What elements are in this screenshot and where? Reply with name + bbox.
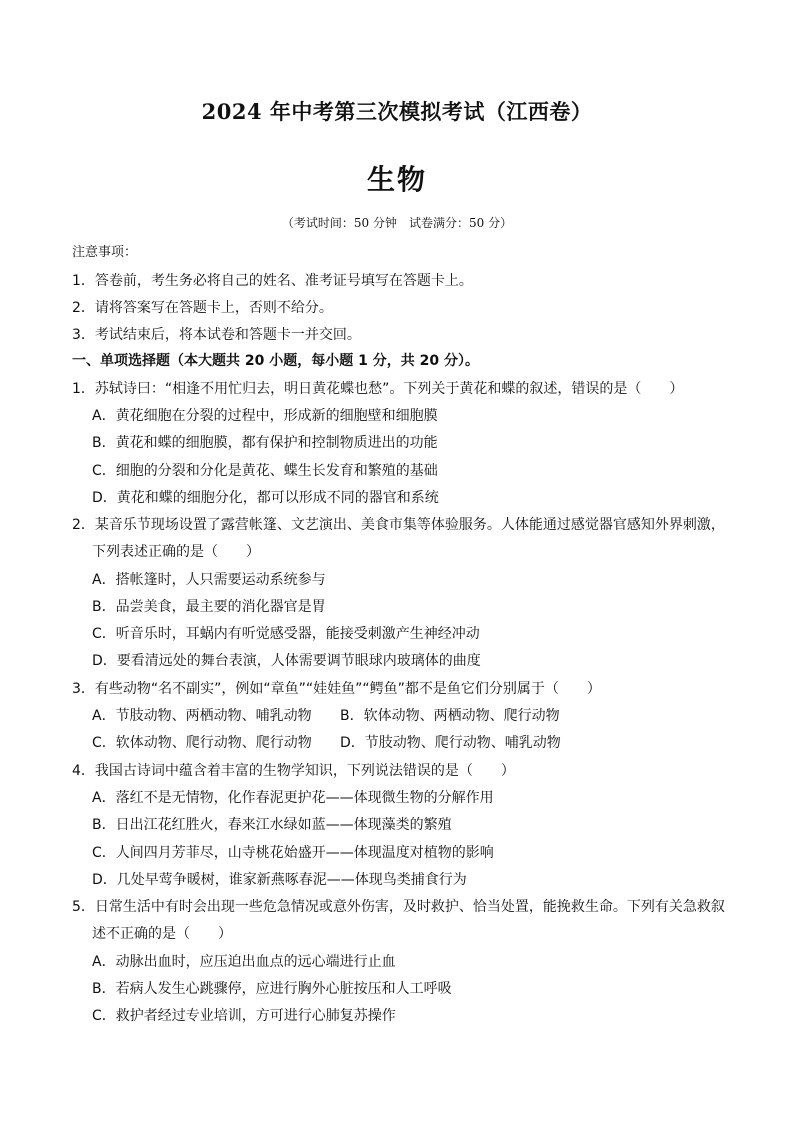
question-stem: 3．有些动物“名不副实”，例如“章鱼”“娃娃鱼”“鳄鱼”都不是鱼它们分别属于（ ） [72,681,601,697]
question-option: A．搭帐篷时，人只需要运动系统参与 [92,572,326,588]
subject-title: 生物 [366,163,427,196]
question-option: B．日出江花红胜火，春来江水绿如蓝——体现藻类的繁殖 [92,817,452,833]
question-option: A．落红不是无情物，化作春泥更护花——体现微生物的分解作用 [92,790,494,806]
question-option: B．软体动物、两栖动物、爬行动物 [340,708,560,724]
question-option: D．节肢动物、爬行动物、哺乳动物 [340,735,561,751]
question-stem: 4．我国古诗词中蕴含着丰富的生物学知识，下列说法错误的是（ ） [72,763,515,779]
question-option: A．黄花细胞在分裂的过程中，形成新的细胞壁和细胞膜 [92,408,438,424]
question-stem: 5．日常生活中有时会出现一些危急情况或意外伤害，及时救护、恰当处置，能挽救生命。下列有关急救叙 [72,899,725,915]
question-option: C．人间四月芳菲尽，山寺桃花始盛开——体现温度对植物的影响 [92,845,494,861]
question-option: C．救护者经过专业培训，方可进行心肺复苏操作 [92,1008,396,1024]
question-stem-cont: 下列表述正确的是（ ） [92,544,260,560]
question-option: C．听音乐时，耳蜗内有听觉感受器，能接受刺激产生神经冲动 [92,626,480,642]
question-stem: 2．某音乐节现场设置了露营帐篷、文艺演出、美食市集等体验服务。人体能通过感觉器官感知外界刺激， [72,517,725,533]
notice-item: 2．请将答案写在答题卡上，否则不给分。 [72,300,333,316]
question-stem-cont: 述不正确的是（ ） [92,926,232,942]
question-option: C．软体动物、爬行动物、爬行动物 [92,735,312,751]
question-option: B．黄花和蝶的细胞膜，都有保护和控制物质进出的功能 [92,435,438,451]
question-option: B．若病人发生心跳骤停，应进行胸外心脏按压和人工呼吸 [92,981,452,997]
question-option: A．节肢动物、两栖动物、哺乳动物 [92,708,312,724]
notice-item: 3．考试结束后，将本试卷和答题卡一并交回。 [72,327,361,343]
section-title: 一、单项选择题（本大题共 20 小题，每小题 1 分，共 20 分）。 [72,353,479,369]
question-option: D．黄花和蝶的细胞分化，都可以形成不同的器官和系统 [92,490,439,506]
question-option: C．细胞的分裂和分化是黄花、蝶生长发育和繁殖的基础 [92,463,438,479]
notice-item: 1．答卷前，考生务必将自己的姓名、准考证号填写在答题卡上。 [72,273,473,289]
question-option: B．品尝美食，最主要的消化器官是胃 [92,599,326,615]
question-option: D．要看清远处的舞台表演，人体需要调节眼球内玻璃体的曲度 [92,653,481,669]
notice-heading: 注意事项： [72,245,138,260]
question-option: A．动脉出血时，应压迫出血点的远心端进行止血 [92,954,396,970]
question-option: D．几处早莺争暖树，谁家新燕啄春泥——体现鸟类捕食行为 [92,872,467,888]
exam-title: 2024 年中考第三次模拟考试（江西卷） [201,99,593,124]
exam-timing: （考试时间：50 分钟 试卷满分：50 分） [281,216,513,230]
question-stem: 1．苏轼诗曰：“相逢不用忙归去，明日黄花蝶也愁”。下列关于黄花和蝶的叙述，错误的是（ ） [72,381,684,397]
